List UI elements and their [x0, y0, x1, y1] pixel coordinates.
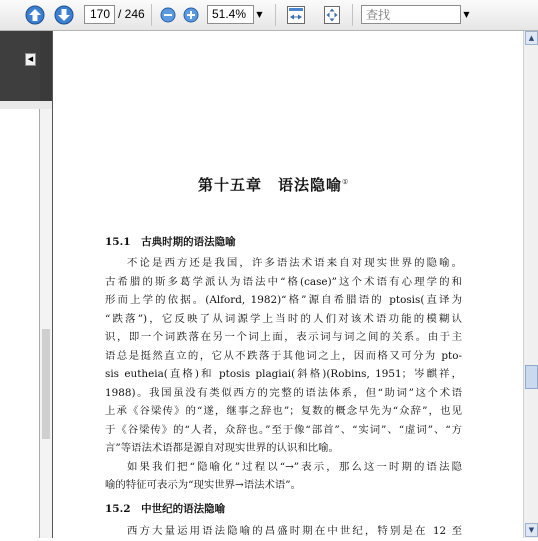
toolbar-separator [275, 4, 276, 26]
fit-width-icon [286, 5, 306, 25]
paragraph-line: 言”等语法术语都是源自对现实世界的认识和比喻。 [105, 442, 339, 454]
paragraph-line: 识，即一个词跌落在另一个词上面，表示词与词之间的关系。由于主 [105, 331, 462, 343]
search-dropdown-icon[interactable]: ▼ [463, 10, 470, 19]
section-heading: 15.2 中世纪的语法隐喻 [105, 503, 226, 515]
zoom-out-button[interactable] [157, 4, 179, 26]
section-heading: 15.1 古典时期的语法隐喻 [105, 236, 236, 248]
chapter-title [198, 174, 398, 195]
scrollbar-thumb[interactable] [525, 365, 538, 389]
previous-page-button[interactable] [24, 4, 46, 26]
zoom-out-icon [160, 7, 176, 23]
zoom-in-icon [183, 7, 199, 23]
chevron-left-icon: ◀ [27, 55, 34, 63]
fit-width-button[interactable] [285, 4, 307, 26]
scroll-down-button[interactable] [525, 523, 538, 537]
navigation-panel [0, 31, 52, 538]
panel-scrollbar-thumb[interactable] [42, 329, 50, 439]
fit-page-icon [322, 5, 342, 25]
toolbar-separator [352, 4, 353, 26]
zoom-level-field[interactable]: 51.4% [207, 5, 254, 24]
page-total-label: / 246 [118, 7, 145, 21]
arrow-down-icon [54, 5, 74, 25]
paragraph-line: 语总是挺然直立的，它从不跌落于其他词之上，因而格又可分为 pto- [105, 349, 462, 362]
paragraph-line: 如果我们把“隐喻化”过程以“→”表示，那么这一时期的语法隐 [127, 460, 462, 473]
paragraph-line: 1988)。我国虽没有类似西方的完整的语法体系，但“助词”这个术语 [105, 386, 462, 399]
toolbar-separator [151, 4, 152, 26]
chapter-footnote-mark: ① [342, 178, 350, 186]
panel-scrollbar[interactable] [40, 109, 52, 538]
search-input[interactable] [361, 5, 461, 24]
arrow-up-icon [25, 5, 45, 25]
zoom-in-button[interactable] [180, 4, 202, 26]
paragraph-line: 喻的特征可表示为“现实世界→语法术语”。 [105, 479, 301, 491]
fit-page-button[interactable] [321, 4, 343, 26]
paragraph-line: 不论是西方还是我国，许多语法术语来自对现实世界的隐喻。 [127, 257, 462, 269]
paragraph-line: 上承《谷梁传》的“遂，继事之辞也”；复数的概念早先为“众辞”，也见 [105, 405, 462, 417]
page-number-input[interactable]: 170 [84, 5, 115, 24]
collapse-panel-button[interactable] [25, 53, 36, 66]
scroll-up-button[interactable] [525, 31, 538, 45]
paragraph-line: “跌落”)，它反映了从词源学上当时的人们对该术语功能的模糊认 [105, 312, 462, 325]
paragraph-line: 于《谷梁传》的“人者，众辞也。”至于像“部首”、“实词”、“虚词”、“方 [105, 423, 462, 436]
thumbnail-list[interactable] [0, 109, 40, 538]
next-page-button[interactable] [53, 4, 75, 26]
chapter-title-text: 第十五章 语法隐喻 [198, 176, 343, 194]
panel-header [0, 31, 40, 101]
document-page [52, 31, 523, 538]
document-scrollbar[interactable] [523, 31, 538, 538]
paragraph-line: 形而上学的依据。(Alford, 1982)“格”源自希腊语的 ptosis(直译为 [105, 294, 462, 306]
chevron-down-icon: ▼ [528, 526, 535, 534]
chevron-up-icon: ▲ [528, 34, 535, 42]
paragraph-line: sis eutheia(直格)和 ptosis plagiai(斜格)(Robins, 1951；岑麒祥， [105, 368, 462, 380]
paragraph-line: 古希腊的斯多葛学派认为语法中“格(case)”这个术语有心理学的和 [105, 275, 462, 288]
paragraph-line: 西方大量运用语法隐喻的昌盛时期在中世纪，特别是在 12 至 [127, 525, 462, 537]
panel-header-edge [40, 31, 52, 101]
toolbar [0, 0, 538, 31]
zoom-dropdown-icon[interactable]: ▼ [256, 10, 263, 19]
